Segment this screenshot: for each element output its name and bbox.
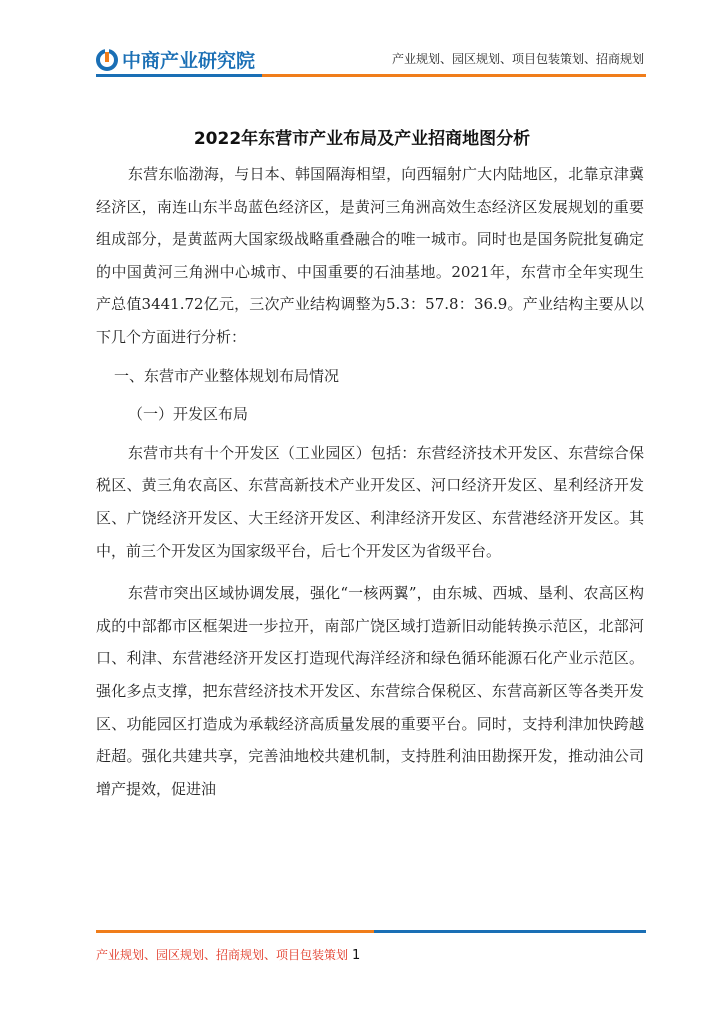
section-heading: 一、东营市产业整体规划布局情况	[114, 366, 340, 385]
document-title: 2022年东营市产业布局及产业招商地图分析	[193, 129, 531, 149]
footer-rule-orange	[96, 930, 374, 933]
page-number: 1	[352, 948, 361, 963]
page-header	[0, 0, 724, 80]
zones-paragraph: 东营市共有十个开发区（工业园区）包括：东营经济技术开发区、东营综合保税区、黄三角农高区、东营高新技术产业开发区、河口经济开发区、星利经济开发区、广饶经济开发区、大王经济开发区、利津经济开发区、东营港经济开发区。其中，前三个开发区为国家级平台，后七个开发区为省级平台。	[96, 443, 644, 560]
footer-tagline: 产业规划、园区规划、招商规划、项目包装策划	[96, 948, 349, 962]
development-paragraph: 东营市突出区域协调发展，强化“一核两翼”，由东城、西城、垦利、农高区构成的中部都市区框架进一步拉开，南部广饶区域打造新旧动能转换示范区，北部河口、利津、东营港经济开发区打造现代海洋经济和绿色循环能源石化产业示范区。强化多点支撑，把东营经济技术开发区、东营综合保税区、东营高新区等各类开发区、功能园区打造成为承载经济高质量发展的重要平台。同时，支持利津加快跨越赶超。强化共建共享，完善油地校共建机制，支持胜利油田勘探开发，推动油公司增产提效，促进油	[96, 584, 644, 798]
company-logo-icon	[96, 49, 118, 71]
header-rule-blue	[96, 74, 262, 77]
header-tagline: 产业规划、园区规划、项目包装策划、招商规划	[391, 52, 644, 66]
logo	[96, 46, 255, 73]
intro-paragraph: 东营东临渤海，与日本、韩国隔海相望，向西辐射广大内陆地区，北靠京津冀经济区，南连山东半岛蓝色经济区，是黄河三角洲高效生态经济区发展规划的重要组成部分，是黄蓝两大国家级战略重叠融合的唯一城市。同时也是国务院批复确定的中国黄河三角洲中心城市、中国重要的石油基地。2021年，东营市全年实现生产总值3441.72亿元，三次产业结构调整为5.3：57.8：36.9。产业结构主要从以下几个方面进行分析：	[96, 165, 644, 346]
page-footer	[96, 946, 360, 963]
header-rule-orange	[262, 74, 646, 77]
footer-rule-blue	[374, 930, 646, 933]
logo-text: 中商产业研究院	[122, 50, 256, 72]
document-body	[96, 158, 644, 805]
subsection-heading: （一）开发区布局	[128, 405, 249, 424]
